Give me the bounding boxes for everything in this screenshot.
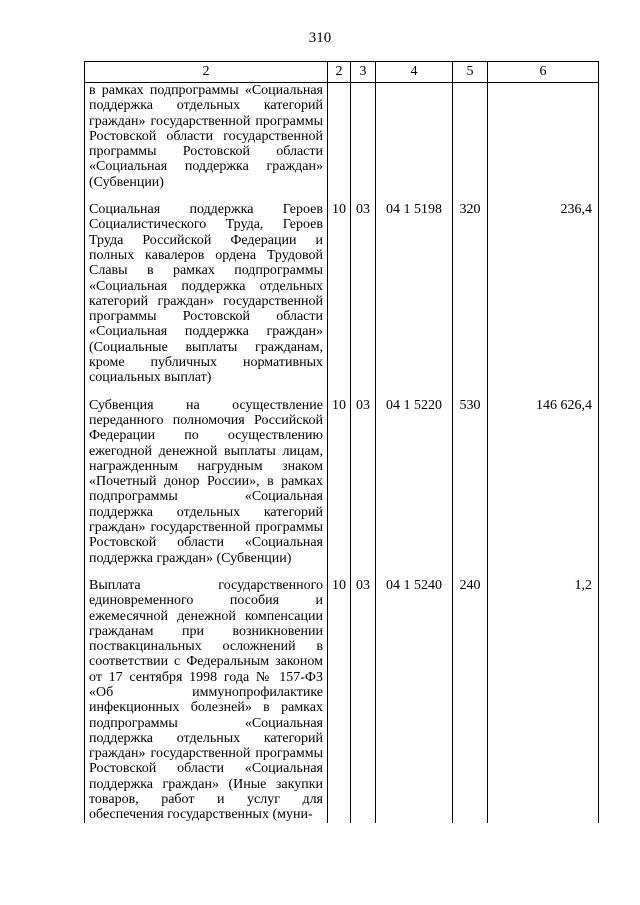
- header-col-2: 2: [85, 62, 328, 83]
- table-row-continued: [85, 83, 599, 191]
- row-subsection: 03: [351, 202, 376, 386]
- table-header-row: [85, 62, 599, 83]
- row-expense-type: 530: [453, 398, 488, 566]
- header-col-2b: 2: [328, 62, 351, 83]
- table-row: [85, 578, 599, 823]
- row-section: 10: [328, 202, 351, 386]
- row-description: в рамках подпрограммы «Социальная поддержка отдельных категорий граждан» государственной программы Ростовской области государственной программы Ростовской области «Социальная поддержка граждан» (Субвенции): [85, 83, 328, 191]
- row-expense-type: 240: [453, 578, 488, 823]
- row-target-code: 04 1 5240: [376, 578, 453, 823]
- row-amount: 1,2: [488, 578, 599, 823]
- header-col-4: 4: [376, 62, 453, 83]
- row-target-code: 04 1 5220: [376, 398, 453, 566]
- row-amount: 236,4: [488, 202, 599, 386]
- table-row: [85, 398, 599, 566]
- header-col-5: 5: [453, 62, 488, 83]
- page-number: 310: [308, 30, 332, 46]
- row-section: 10: [328, 398, 351, 566]
- row-expense-type: 320: [453, 202, 488, 386]
- row-description: Социальная поддержка Героев Социалистического Труда, Героев Труда Российской Федерации и полных кавалеров ордена Трудовой Славы в рамках подпрограммы «Социальная поддержка отдельных категорий граждан» государственной программы Ростовской области «Социальная поддержка граждан» (Социальные выплаты гражданам, кроме публичных нормативных социальных выплат): [85, 202, 328, 386]
- row-section: 10: [328, 578, 351, 823]
- row-subsection: 03: [351, 398, 376, 566]
- table-row: [85, 202, 599, 386]
- header-col-3: 3: [351, 62, 376, 83]
- row-description: Выплата государственного единовременного пособия и ежемесячной денежной компенсации гражданам при возникновении поствакцинальных осложнений в соответствии с Федеральным законом от 17 сентября 1998 года № 157-ФЗ «Об иммунопрофилактике инфекционных болезней» в рамках подпрограммы «Социальная поддержка отдельных категорий граждан» государственной программы Ростовской области «Социальная поддержка граждан» (Иные закупки товаров, работ и услуг для обеспечения государственных (муни-: [85, 578, 328, 823]
- row-amount: 146 626,4: [488, 398, 599, 566]
- budget-table: [84, 61, 599, 823]
- header-col-6: 6: [488, 62, 599, 83]
- row-description: Субвенция на осуществление переданного полномочия Российской Федерации по осуществлению ежегодной денежной выплаты лицам, награжденным нагрудным знаком «Почетный донор России», в рамках подпрограммы «Социальная поддержка отдельных категорий граждан» государственной программы Ростовской области «Социальная поддержка граждан» (Субвенции): [85, 398, 328, 566]
- row-target-code: 04 1 5198: [376, 202, 453, 386]
- row-subsection: 03: [351, 578, 376, 823]
